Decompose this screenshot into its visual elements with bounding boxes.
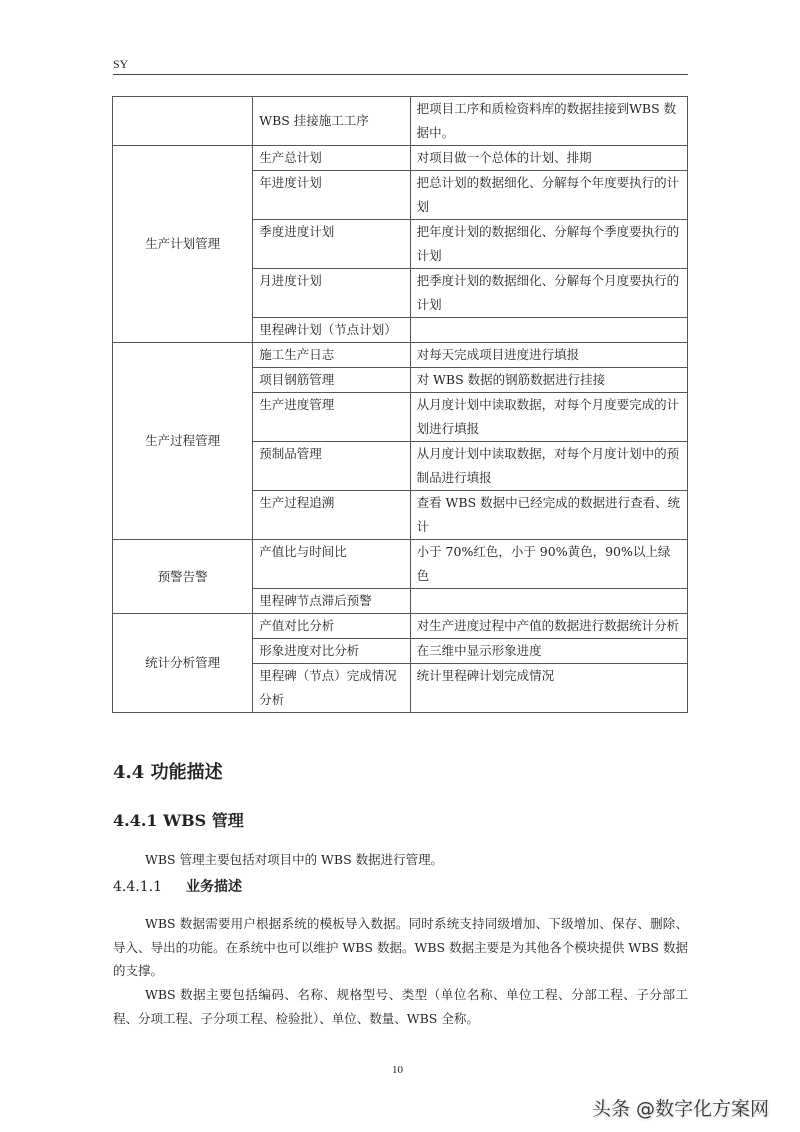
section-heading-4-4-1: 4.4.1 WBS 管理	[113, 811, 244, 830]
description-cell: 对生产进度过程中产值的数据进行数据统计分析	[410, 614, 687, 639]
table-row	[113, 97, 688, 146]
heading-title: 业务描述	[185, 879, 242, 895]
description-cell: 对 WBS 数据的钢筋数据进行挂接	[410, 368, 687, 393]
page-header	[113, 58, 688, 75]
section-heading-4-4-1-1	[113, 876, 242, 896]
category-cell: 预警告警	[113, 540, 253, 614]
function-cell: 预制品管理	[253, 442, 410, 491]
function-cell: 产值比与时间比	[253, 540, 410, 589]
function-cell: 生产总计划	[253, 146, 410, 171]
section-intro: WBS 管理主要包括对项目中的 WBS 数据进行管理。	[145, 852, 444, 867]
description-cell: 查看 WBS 数据中已经完成的数据进行查看、统计	[410, 491, 687, 540]
description-cell: 对每天完成项目进度进行填报	[410, 343, 687, 368]
function-cell: 里程碑计划（节点计划）	[253, 318, 410, 343]
heading-number: 4.4.1.1	[113, 879, 162, 895]
function-cell: WBS 挂接施工工序	[253, 97, 410, 146]
description-cell: 把项目工序和质检资料库的数据挂接到WBS 数据中。	[410, 97, 687, 146]
page-number: 10	[392, 1064, 403, 1076]
function-cell: 里程碑（节点）完成情况分析	[253, 664, 410, 713]
description-cell: 在三维中显示形象进度	[410, 639, 687, 664]
function-cell: 里程碑节点滞后预警	[253, 589, 410, 614]
table-row	[113, 343, 688, 368]
description-cell: 把总计划的数据细化、分解每个年度要执行的计划	[410, 171, 687, 220]
category-cell: 生产过程管理	[113, 343, 253, 540]
function-cell: 产值对比分析	[253, 614, 410, 639]
description-cell	[410, 589, 687, 614]
description-cell: 从月度计划中读取数据，对每个月度计划中的预制品进行填报	[410, 442, 687, 491]
description-cell: 把季度计划的数据细化、分解每个月度要执行的计划	[410, 269, 687, 318]
header-text: SY	[113, 57, 129, 71]
category-cell: 生产计划管理	[113, 146, 253, 343]
section-heading-4-4: 4.4 功能描述	[113, 762, 223, 783]
watermark: 头条 @数字化方案网	[592, 1098, 770, 1120]
function-cell: 季度进度计划	[253, 220, 410, 269]
description-cell: 对项目做一个总体的计划、排期	[410, 146, 687, 171]
function-cell: 生产进度管理	[253, 393, 410, 442]
description-cell: 小于 70%红色，小于 90%黄色，90%以上绿色	[410, 540, 687, 589]
function-cell: 月进度计划	[253, 269, 410, 318]
description-cell: 把年度计划的数据细化、分解每个季度要执行的计划	[410, 220, 687, 269]
table-row	[113, 540, 688, 589]
function-cell: 形象进度对比分析	[253, 639, 410, 664]
body-paragraph: WBS 数据需要用户根据系统的模板导入数据。同时系统支持同级增加、下级增加、保存、删除、导入、导出的功能。在系统中也可以维护 WBS 数据。WBS 数据主要是为其他各个模块提供 WBS 数据的支撑。	[113, 916, 688, 978]
function-cell: 年进度计划	[253, 171, 410, 220]
function-cell: 项目钢筋管理	[253, 368, 410, 393]
function-cell: 生产过程追溯	[253, 491, 410, 540]
category-cell: 统计分析管理	[113, 614, 253, 713]
body-paragraph: WBS 数据主要包括编码、名称、规格型号、类型（单位名称、单位工程、分部工程、子分部工程、分项工程、子分项工程、检验批）、单位、数量、WBS 全称。	[113, 987, 688, 1026]
table-row	[113, 614, 688, 639]
function-cell: 施工生产日志	[253, 343, 410, 368]
description-cell: 统计里程碑计划完成情况	[410, 664, 687, 713]
description-cell	[410, 318, 687, 343]
table-row	[113, 146, 688, 171]
category-cell	[113, 97, 253, 146]
function-table	[112, 96, 688, 713]
description-cell: 从月度计划中读取数据，对每个月度要完成的计划进行填报	[410, 393, 687, 442]
